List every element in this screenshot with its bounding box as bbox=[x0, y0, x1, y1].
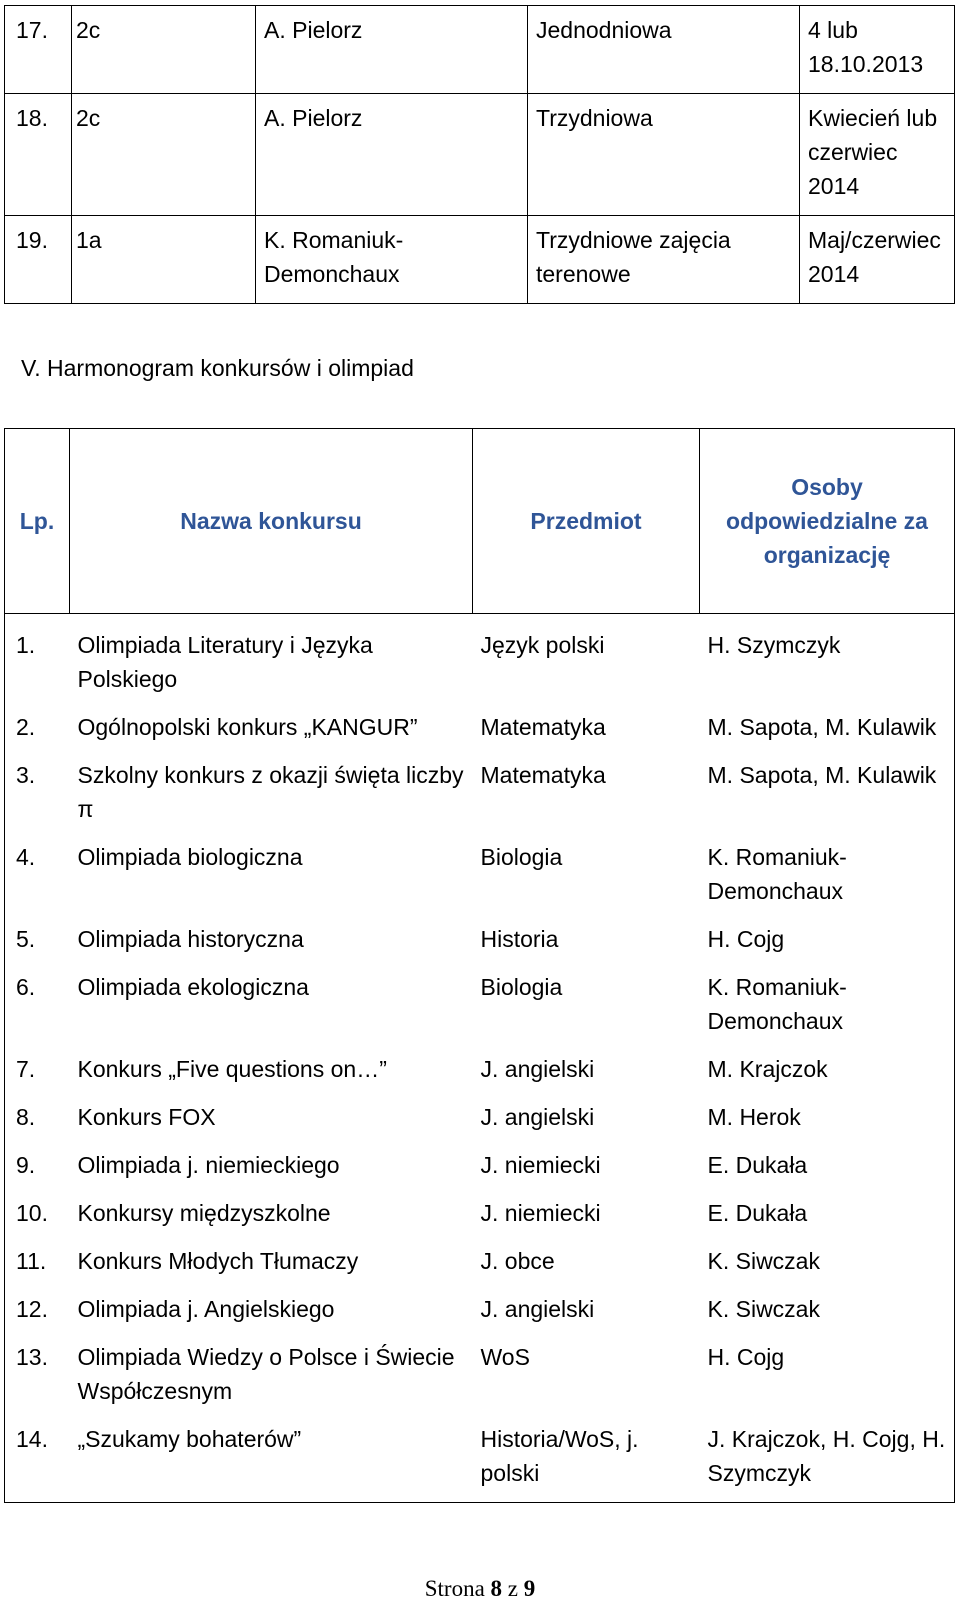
competition-name: Konkursy międzyszkolne bbox=[77, 1200, 331, 1226]
trips-table bbox=[4, 5, 955, 304]
competition-name: Olimpiada Wiedzy o Polsce i Świecie Współczesnym bbox=[77, 1344, 455, 1404]
header-lp: Lp. bbox=[5, 429, 70, 614]
competition-responsible: K. Romaniuk-Demonchaux bbox=[707, 974, 847, 1034]
trip-teacher: A. Pielorz bbox=[256, 94, 528, 216]
trip-number: 18. bbox=[5, 94, 72, 216]
competition-row bbox=[5, 1146, 955, 1194]
trip-type: Trzydniowa bbox=[528, 94, 800, 216]
competition-row bbox=[5, 1290, 955, 1338]
trip-row bbox=[5, 216, 955, 304]
competition-responsible: E. Dukała bbox=[707, 1200, 808, 1226]
competition-name: Olimpiada j. Angielskiego bbox=[77, 1296, 335, 1322]
competition-subject: J. angielski bbox=[480, 1296, 595, 1322]
competition-subject: Język polski bbox=[480, 632, 605, 658]
competition-subject: Matematyka bbox=[480, 714, 606, 740]
competition-lp: 7. bbox=[16, 1056, 36, 1082]
competition-responsible: H. Cojg bbox=[707, 926, 785, 952]
competition-lp: 1. bbox=[16, 632, 36, 658]
trip-number: 19. bbox=[5, 216, 72, 304]
competition-responsible: E. Dukała bbox=[707, 1152, 808, 1178]
trip-class: 2c bbox=[72, 6, 256, 94]
trip-teacher: K. Romaniuk-Demonchaux bbox=[256, 216, 528, 304]
trip-type: Jednodniowa bbox=[528, 6, 800, 94]
footer-page-number: 8 bbox=[490, 1576, 503, 1601]
competition-name: Ogólnopolski konkurs „KANGUR” bbox=[77, 714, 418, 740]
competition-row bbox=[5, 838, 955, 920]
competition-row bbox=[5, 1194, 955, 1242]
competition-subject: Biologia bbox=[480, 974, 563, 1000]
competition-row bbox=[5, 708, 955, 756]
competition-row bbox=[5, 968, 955, 1050]
competition-name: Olimpiada ekologiczna bbox=[77, 974, 309, 1000]
competition-name: Olimpiada biologiczna bbox=[77, 844, 303, 870]
trip-type: Trzydniowe zajęcia terenowe bbox=[528, 216, 800, 304]
competition-lp: 9. bbox=[16, 1152, 36, 1178]
competition-responsible: M. Krajczok bbox=[707, 1056, 828, 1082]
competitions-table-header bbox=[5, 429, 955, 614]
header-responsible: Osoby odpowiedzialne za organizację bbox=[700, 429, 955, 614]
footer-of: z bbox=[507, 1576, 519, 1601]
competition-lp: 5. bbox=[16, 926, 36, 952]
competitions-table bbox=[4, 428, 955, 1503]
competition-row bbox=[5, 920, 955, 968]
trip-number: 17. bbox=[5, 6, 72, 94]
competition-responsible: M. Sapota, M. Kulawik bbox=[707, 714, 937, 740]
trip-class: 1a bbox=[72, 216, 256, 304]
trip-row bbox=[5, 94, 955, 216]
competition-lp: 4. bbox=[16, 844, 36, 870]
competition-lp: 10. bbox=[16, 1200, 48, 1226]
competition-responsible: K. Siwczak bbox=[707, 1296, 820, 1322]
competition-lp: 3. bbox=[16, 762, 36, 788]
trips-table-body bbox=[5, 6, 955, 304]
competition-row bbox=[5, 1098, 955, 1146]
competition-row bbox=[5, 614, 955, 709]
competitions-table-body bbox=[5, 614, 955, 1503]
competition-responsible: K. Siwczak bbox=[707, 1248, 820, 1274]
competition-lp: 6. bbox=[16, 974, 36, 1000]
competition-subject: J. obce bbox=[480, 1248, 555, 1274]
competition-name: Olimpiada j. niemieckiego bbox=[77, 1152, 340, 1178]
competition-name: Olimpiada Literatury i Języka Polskiego bbox=[77, 632, 373, 692]
header-name: Nazwa konkursu bbox=[70, 429, 473, 614]
competition-subject: Matematyka bbox=[480, 762, 606, 788]
footer-prefix: Strona bbox=[424, 1576, 485, 1601]
competition-responsible: J. Krajczok, H. Cojg, H. Szymczyk bbox=[707, 1426, 946, 1486]
competition-row bbox=[5, 1338, 955, 1420]
competition-subject: J. angielski bbox=[480, 1104, 595, 1130]
competition-subject: Biologia bbox=[480, 844, 563, 870]
competition-name: Olimpiada historyczna bbox=[77, 926, 304, 952]
competition-name: Konkurs FOX bbox=[77, 1104, 216, 1130]
competition-row bbox=[5, 756, 955, 838]
competition-name: Konkurs „Five questions on…” bbox=[77, 1056, 387, 1082]
competition-lp: 12. bbox=[16, 1296, 48, 1322]
competition-name: Konkurs Młodych Tłumaczy bbox=[77, 1248, 359, 1274]
competition-subject: Historia bbox=[480, 926, 559, 952]
section-heading: V. Harmonogram konkursów i olimpiad bbox=[21, 355, 414, 381]
trip-class: 2c bbox=[72, 94, 256, 216]
trip-date: Kwiecień lub czerwiec 2014 bbox=[800, 94, 955, 216]
competition-row bbox=[5, 1420, 955, 1503]
footer-total-pages: 9 bbox=[523, 1576, 536, 1601]
competition-name: „Szukamy bohaterów” bbox=[77, 1426, 302, 1452]
competition-responsible: M. Sapota, M. Kulawik bbox=[707, 762, 937, 788]
trip-teacher: A. Pielorz bbox=[256, 6, 528, 94]
competition-subject: J. niemiecki bbox=[480, 1200, 601, 1226]
trip-date: 4 lub 18.10.2013 bbox=[800, 6, 955, 94]
competition-row bbox=[5, 1242, 955, 1290]
competition-subject: Historia/WoS, j. polski bbox=[480, 1426, 639, 1486]
competition-responsible: K. Romaniuk-Demonchaux bbox=[707, 844, 847, 904]
trip-row bbox=[5, 6, 955, 94]
header-subject: Przedmiot bbox=[473, 429, 700, 614]
competition-lp: 14. bbox=[16, 1426, 48, 1452]
competition-name: Szkolny konkurs z okazji święta liczby π bbox=[77, 762, 464, 822]
trip-date: Maj/czerwiec 2014 bbox=[800, 216, 955, 304]
competition-lp: 11. bbox=[16, 1248, 47, 1274]
competition-responsible: H. Szymczyk bbox=[707, 632, 841, 658]
competition-subject: WoS bbox=[480, 1344, 530, 1370]
competition-lp: 13. bbox=[16, 1344, 48, 1370]
competition-lp: 8. bbox=[16, 1104, 36, 1130]
competition-subject: J. niemiecki bbox=[480, 1152, 601, 1178]
competition-responsible: H. Cojg bbox=[707, 1344, 785, 1370]
competition-responsible: M. Herok bbox=[707, 1104, 801, 1130]
competition-lp: 2. bbox=[16, 714, 36, 740]
competition-subject: J. angielski bbox=[480, 1056, 595, 1082]
competition-row bbox=[5, 1050, 955, 1098]
